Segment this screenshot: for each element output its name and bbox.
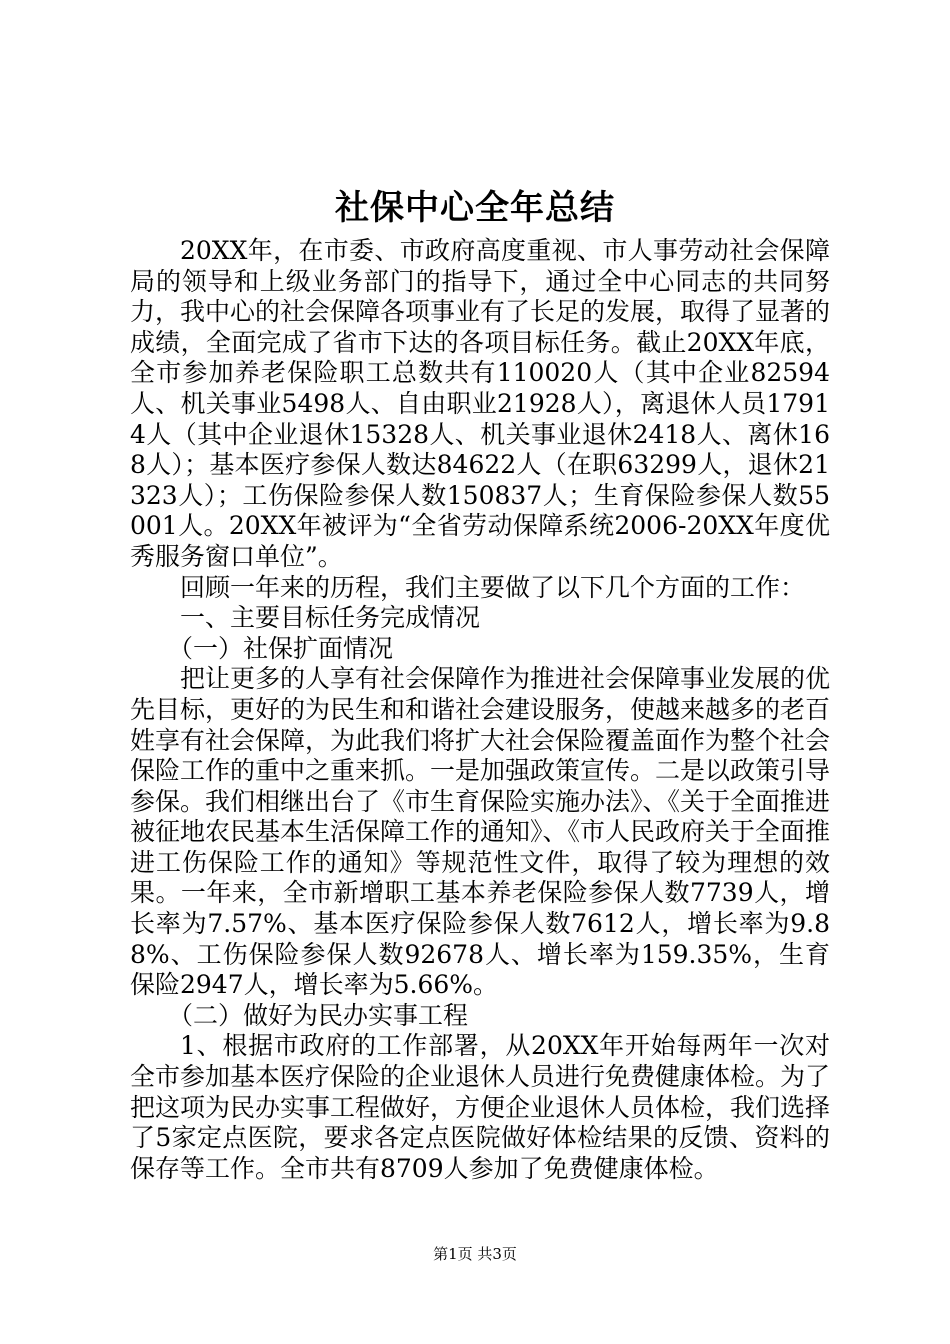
paragraph-health-check: 1、根据市政府的工作部署，从20XX年开始每两年一次对全市参加基本医疗保险的企业退休人员进行免费健康体检。为了把这项为民办实事工程做好，方便企业退休人员体检，我们选择了5家定点医院，要求各定点医院做好体检结果的反馈、资料的保存等工作。全市共有8709人参加了免费健康体检。 <box>130 1031 831 1183</box>
paragraph-intro: 20XX年，在市委、市政府高度重视、市人事劳动社会保障局的领导和上级业务部门的指导下，通过全中心同志的共同努力，我中心的社会保障各项事业有了长足的发展，取得了显著的成绩，全面完成了省市下达的各项目标任务。截止20XX年底，全市参加养老保险职工总数共有110020人（其中企业82594人、机关事业5498人、自由职业21928人），离退休人员17914人（其中企业退休15328人、机关事业退休2418人、离休168人）；基本医疗参保人数达84622人（在职63299人，退休21323人）；工伤保险参保人数150837人；生育保险参保人数55001人。20XX年被评为“全省劳动保障系统2006-20XX年度优秀服务窗口单位”。 <box>130 236 831 571</box>
subsection-heading-1: （一）社保扩面情况 <box>168 633 394 663</box>
document-title: 社保中心全年总结 <box>335 188 615 228</box>
page-footer: 第1页 共3页 <box>433 1245 517 1263</box>
paragraph-review: 回顾一年来的历程，我们主要做了以下几个方面的工作： <box>180 572 806 602</box>
paragraph-coverage: 把让更多的人享有社会保障作为推进社会保障事业发展的优先目标，更好的为民生和和谐社会建设服务，使越来越多的老百姓享有社会保障，为此我们将扩大社会保险覆盖面作为整个社会保险工作的重中之重来抓。一是加强政策宣传。二是以政策引导参保。我们相继出台了《市生育保险实施办法》、《关于全面推进被征地农民基本生活保障工作的通知》、《市人民政府关于全面推进工伤保险工作的通知》等规范性文件，取得了较为理想的效果。一年来，全市新增职工基本养老保险参保人数7739人，增长率为7.57%、基本医疗保险参保人数7612人，增长率为9.88%、工伤保险参保人数92678人、增长率为159.35%，生育保险2947人，增长率为5.66%。 <box>130 664 831 1000</box>
section-heading-1: 一、主要目标任务完成情况 <box>180 603 481 633</box>
document-body <box>130 236 830 1184</box>
subsection-heading-2: （二）做好为民办实事工程 <box>168 1000 469 1030</box>
